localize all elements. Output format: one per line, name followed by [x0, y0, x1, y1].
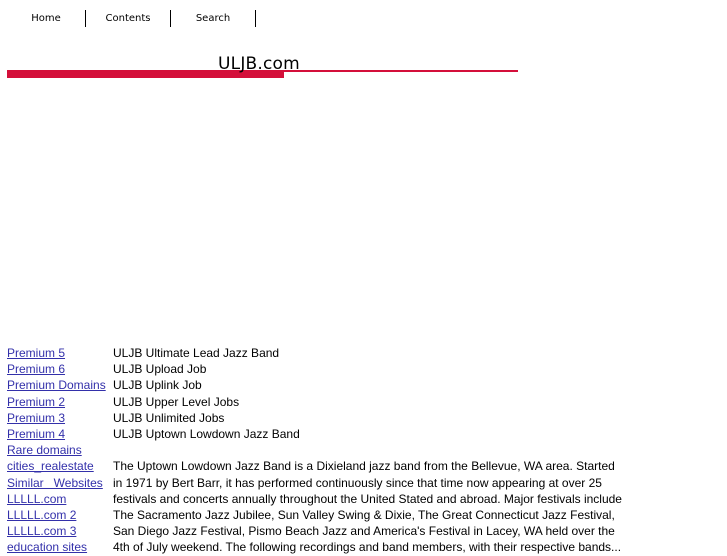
nav-home-link[interactable]: Home	[7, 10, 86, 27]
list-item: ULJB Upload Job	[113, 362, 207, 377]
sidebar-link-lllll-com-3[interactable]: LLLLL.com 3	[7, 524, 77, 539]
sidebar-link-premium-2[interactable]: Premium 2	[7, 394, 66, 409]
list-item: ULJB Unlimited Jobs	[113, 410, 225, 425]
sidebar-link-rare-domains[interactable]: Rare domains	[7, 443, 82, 458]
nav-search-link[interactable]: Search	[171, 10, 256, 27]
sidebar-link-premium-domains[interactable]: Premium Domains	[7, 378, 106, 393]
list-item: ULJB Uplink Job	[113, 378, 202, 393]
main-content	[113, 345, 625, 556]
sidebar-link-premium-4[interactable]: Premium 4	[7, 426, 66, 441]
sidebar-link-premium-3[interactable]: Premium 3	[7, 410, 66, 425]
list-item: ULJB Upper Level Jobs	[113, 394, 240, 409]
sidebar-link-education-sites[interactable]: education sites	[7, 540, 88, 555]
list-item: ULJB Uptown Lowdown Jazz Band	[113, 426, 300, 441]
list-item: ULJB Ultimate Lead Jazz Band	[113, 346, 280, 360]
sidebar-link-similar-websites[interactable]: Similar Websites	[7, 475, 103, 490]
site-title: ULJB.com	[218, 54, 300, 74]
sidebar-link-lllll-com[interactable]: LLLLL.com	[7, 491, 67, 506]
sidebar-link-lllll-com-2[interactable]: LLLLL.com 2	[7, 507, 77, 522]
nav-contents-link[interactable]: Contents	[86, 10, 171, 27]
spacer	[113, 442, 625, 458]
sidebar-link-cities-realestate[interactable]: cities_realestate	[7, 459, 94, 474]
top-navigation	[7, 10, 256, 28]
sidebar-link-premium-5[interactable]: Premium 5	[7, 346, 66, 360]
sidebar-link-premium-6[interactable]: Premium 6	[7, 362, 66, 377]
band-description: The Uptown Lowdown Jazz Band is a Dixieland jazz band from the Bellevue, WA area. Started in 1971 by Bert Barr, it has performed continuously since that time now appearing at over 25 festivals and concerts annually throughout the United Stated and abroad. Major festivals include The Sacramento Jazz Jubilee, Sun Valley Swing & Dixie, The Great Connecticut Jazz Festival, San Diego Jazz Festival, Pismo Beach Jazz and America's Festival in Lacey, WA held over the 4th of July weekend. The following recordings and band members, with their respective bands...	[113, 459, 622, 555]
sidebar-links	[7, 345, 111, 555]
